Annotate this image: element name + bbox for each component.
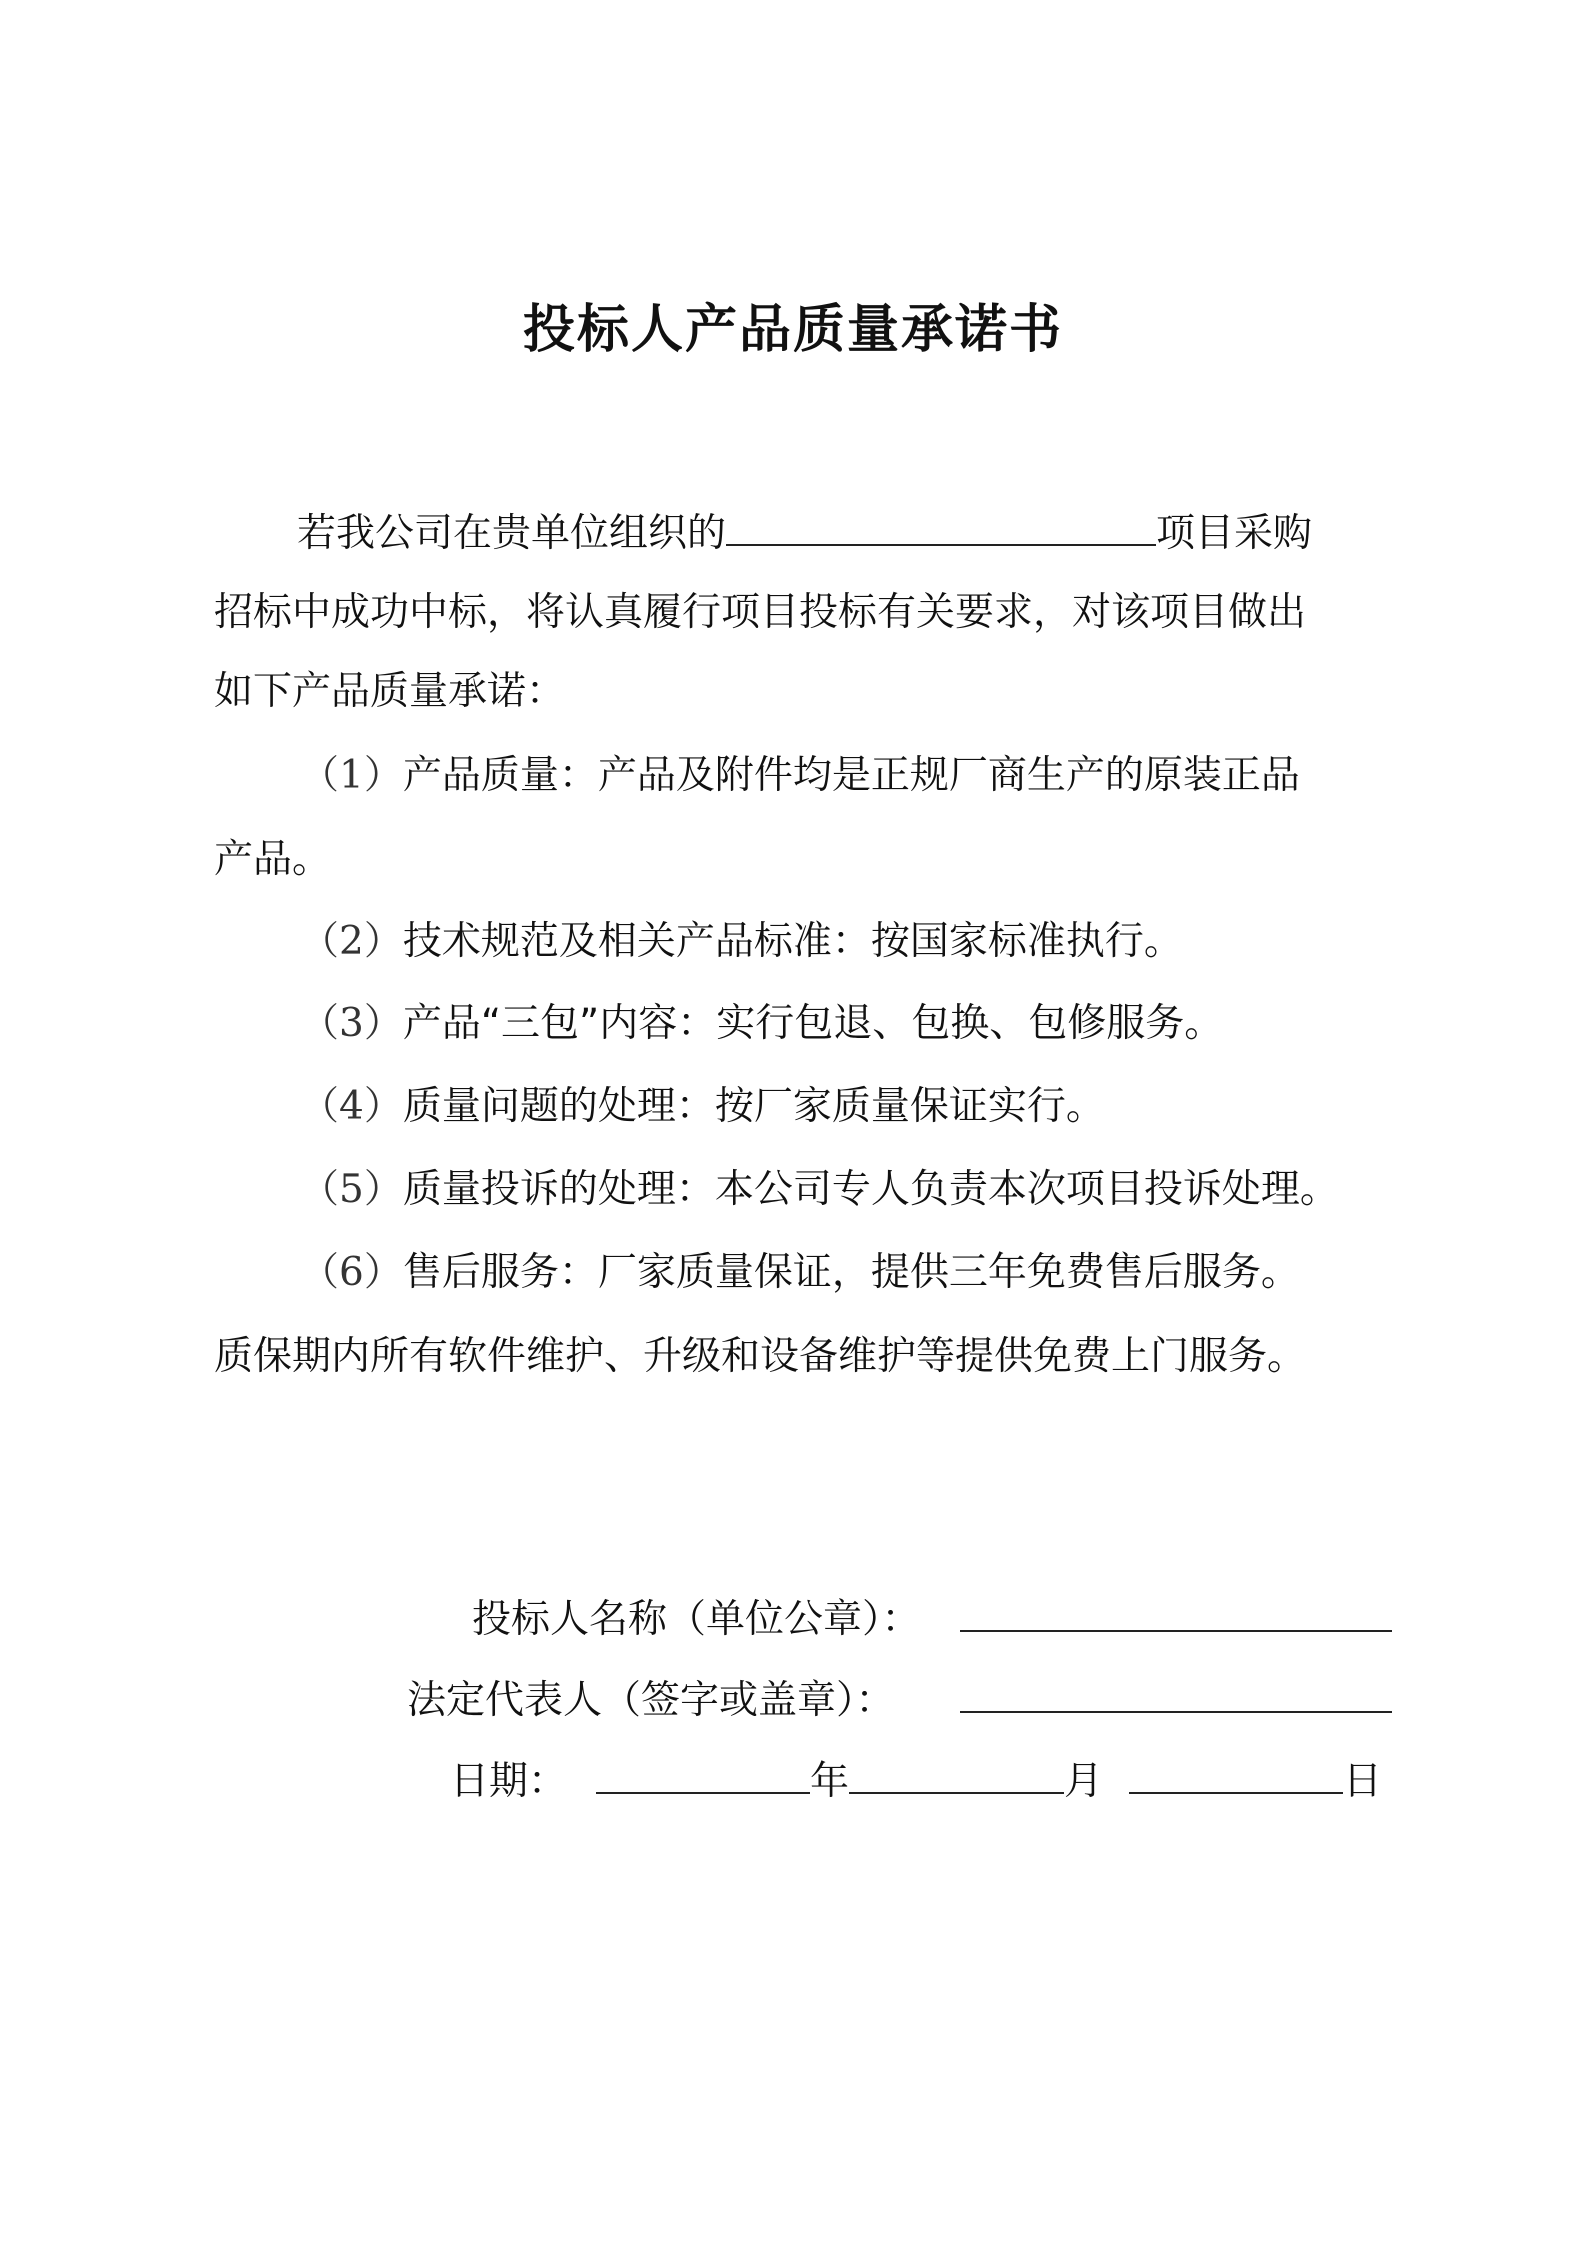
intro-line-1	[297, 510, 1312, 558]
item-5-text: 质量投诉的处理：本公司专人负责本次项目投诉处理。	[402, 1167, 1339, 1212]
date-day-blank[interactable]	[1129, 1758, 1343, 1794]
item-5-number: （5）	[300, 1167, 403, 1212]
intro-line-3: 如下产品质量承诺：	[214, 669, 566, 714]
bidder-name-field	[960, 1596, 1392, 1644]
intro-line-1-suffix: 项目采购	[1156, 511, 1313, 556]
date-row	[450, 1758, 567, 1806]
date-month-label: 月	[1064, 1759, 1104, 1804]
bidder-name-blank[interactable]	[960, 1596, 1392, 1632]
project-name-blank[interactable]	[726, 510, 1156, 546]
document-title: 投标人产品质量承诺书	[522, 300, 1063, 360]
item-4-number: （4）	[300, 1084, 403, 1129]
legal-rep-field	[960, 1677, 1392, 1725]
item-2-number: （2）	[300, 919, 403, 964]
date-year-label: 年	[810, 1759, 850, 1804]
legal-rep-label: 法定代表人（签字或盖章）：	[407, 1678, 895, 1723]
intro-line-2: 招标中成功中标，将认真履行项目投标有关要求，对该项目做出	[214, 590, 1307, 635]
item-6	[300, 1249, 1300, 1297]
item-3-text: 产品“三包”内容：实行包退、包换、包修服务。	[402, 1001, 1224, 1046]
intro-line-1-prefix: 若我公司在贵单位组织的	[297, 511, 727, 556]
item-5	[300, 1166, 1339, 1214]
item-4-text: 质量问题的处理：按厂家质量保证实行。	[402, 1084, 1105, 1129]
item-6-continuation: 质保期内所有软件维护、升级和设备维护等提供免费上门服务。	[214, 1334, 1307, 1379]
legal-rep-blank[interactable]	[960, 1677, 1392, 1713]
item-1	[300, 752, 1300, 800]
item-6-text: 售后服务：厂家质量保证，提供三年免费售后服务。	[402, 1250, 1300, 1295]
item-6-number: （6）	[300, 1250, 403, 1295]
bidder-name-row	[472, 1596, 921, 1644]
item-1-number: （1）	[300, 753, 403, 798]
date-month-blank[interactable]	[849, 1758, 1064, 1794]
item-3-number: （3）	[300, 1001, 403, 1046]
date-year-blank[interactable]	[596, 1758, 810, 1794]
item-4	[300, 1083, 1105, 1131]
item-1-text: 产品质量：产品及附件均是正规厂商生产的原装正品	[402, 753, 1300, 798]
date-day-label: 日	[1343, 1759, 1383, 1804]
item-3	[300, 1000, 1223, 1048]
bidder-name-label: 投标人名称（单位公章）：	[472, 1597, 921, 1642]
legal-rep-row	[407, 1677, 895, 1725]
item-2-text: 技术规范及相关产品标准：按国家标准执行。	[402, 919, 1183, 964]
date-label: 日期：	[450, 1759, 568, 1804]
date-fields	[596, 1758, 1382, 1806]
item-2	[300, 918, 1183, 966]
item-1-continuation: 产品。	[214, 837, 332, 882]
